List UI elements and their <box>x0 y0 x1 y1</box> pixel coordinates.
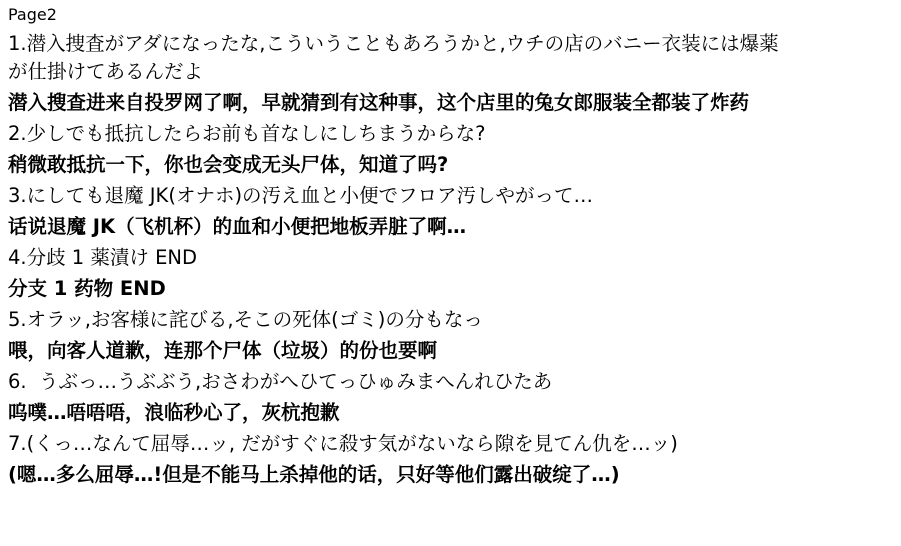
line-item-5-source: 5.オラッ,お客様に詫びる,そこの死体(ゴミ)の分もなっ <box>8 308 483 331</box>
line-item-7-source: 7.(くっ…なんて屈辱…ッ, だがすぐに殺す気がないなら隙を見てん仇を…ッ) <box>8 432 678 455</box>
line-item-1-source-cont: が仕掛けてあるんだよ <box>8 60 204 83</box>
line-item-1-source: 1.潜入捜査がアダになったな,こういうこともあろうかと,ウチの店のバニー衣装には爆薬 <box>8 32 779 55</box>
line-item-6-source: 6. うぶっ…うぶぶう,おさわがへひてっひゅみまへんれひたあ <box>8 370 553 393</box>
line-item-4-translation: 分支 1 药物 END <box>8 277 166 300</box>
line-item-2-source: 2.少しでも抵抗したらお前も首なしにしちまうからな? <box>8 122 486 145</box>
page-label: Page2 <box>8 5 57 24</box>
line-item-6-translation: 呜噗…唔唔唔，浪临秒心了，灰杭抱歉 <box>8 401 340 424</box>
line-item-7-translation: (嗯…多么屈辱…!但是不能马上杀掉他的话，只好等他们露出破绽了…) <box>8 463 620 486</box>
line-item-1-translation: 潜入搜查进来自投罗网了啊，早就猜到有这种事，这个店里的兔女郎服装全都装了炸药 <box>8 91 750 114</box>
line-item-4-source: 4.分歧 1 薬漬け END <box>8 246 198 269</box>
line-item-2-translation: 稍微敢抵抗一下，你也会变成无头尸体，知道了吗? <box>8 153 449 176</box>
line-item-3-translation: 话说退魔 JK（飞机杯）的血和小便把地板弄脏了啊… <box>8 215 467 238</box>
text-lines <box>6 28 895 490</box>
line-item-3-source: 3.にしても退魔 JK(オナホ)の汚え血と小便でフロア汚しやがって… <box>8 184 594 207</box>
line-item-5-translation: 喂，向客人道歉，连那个尸体（垃圾）的份也要啊 <box>8 339 438 362</box>
